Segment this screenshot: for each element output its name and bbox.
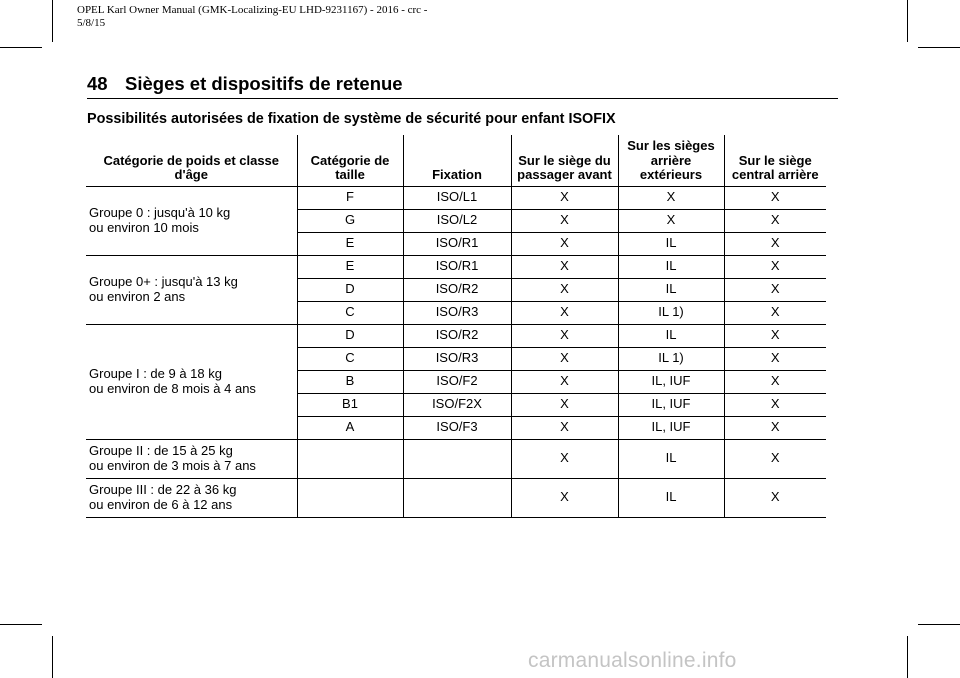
section-title: Sièges et dispositifs de retenue [125,73,403,94]
rear-outboard-cell: IL [618,324,724,347]
fixture-cell [403,478,511,517]
rear-outboard-cell: IL, IUF [618,393,724,416]
front-passenger-cell: X [511,393,618,416]
rear-outboard-cell: IL [618,278,724,301]
crop-mark-bottom-left [52,636,53,678]
watermark: carmanualsonline.info [528,649,737,672]
table-row [86,439,826,478]
front-passenger-cell: X [511,324,618,347]
fixture-cell: ISO/F2X [403,393,511,416]
fixture-cell: ISO/L1 [403,186,511,209]
rear-outboard-cell: IL [618,232,724,255]
size-category-cell: D [297,278,403,301]
size-category-cell: E [297,232,403,255]
front-passenger-cell: X [511,301,618,324]
size-category-cell: G [297,209,403,232]
weight-group-cell [86,324,297,439]
weight-group-line2: ou environ de 8 mois à 4 ans [89,380,256,396]
rear-center-cell: X [724,301,826,324]
heading-rule [87,98,838,99]
crop-mark-top-left-h [0,47,42,48]
table-body [86,186,826,517]
table-row [86,478,826,517]
front-passenger-cell: X [511,347,618,370]
header-rear-center: Sur le siège central arrière [724,135,826,186]
rear-center-cell: X [724,324,826,347]
front-passenger-cell: X [511,209,618,232]
crop-mark-bottom-left-h [0,624,42,625]
front-passenger-cell: X [511,186,618,209]
weight-group-cell [86,478,297,517]
fixture-cell: ISO/R1 [403,232,511,255]
rear-outboard-cell: IL [618,478,724,517]
rear-outboard-cell: IL [618,255,724,278]
rear-center-cell: X [724,209,826,232]
size-category-cell [297,478,403,517]
page-heading [87,73,837,95]
fixture-cell: ISO/F2 [403,370,511,393]
document-header-line1: OPEL Karl Owner Manual (GMK-Localizing-EU LHD-9231167) - 2016 - crc - [77,4,428,16]
header-fixture: Fixation [403,135,511,186]
header-weight-class: Catégorie de poids et classe d'âge [86,135,297,186]
weight-group-line1: Groupe I : de 9 à 18 kg [89,366,222,381]
weight-group-line2: ou environ de 6 à 12 ans [89,496,233,512]
isofix-table [86,135,826,518]
crop-mark-top-left [52,0,53,42]
table-header-row [86,135,826,186]
crop-mark-bottom-right [907,636,908,678]
rear-center-cell: X [724,278,826,301]
table-row [86,186,826,209]
rear-center-cell: X [724,370,826,393]
rear-center-cell: X [724,255,826,278]
document-header [77,4,557,30]
rear-center-cell: X [724,393,826,416]
size-category-cell: E [297,255,403,278]
rear-outboard-cell: IL [618,439,724,478]
weight-group-cell [86,439,297,478]
rear-center-cell: X [724,186,826,209]
table-row [86,255,826,278]
rear-center-cell: X [724,232,826,255]
rear-outboard-cell: X [618,186,724,209]
front-passenger-cell: X [511,439,618,478]
fixture-cell: ISO/R3 [403,347,511,370]
header-size-category: Catégorie de taille [297,135,403,186]
header-rear-outboard: Sur les sièges arrière extérieurs [618,135,724,186]
weight-group-line1: Groupe II : de 15 à 25 kg [89,443,233,458]
header-front-passenger: Sur le siège du passager avant [511,135,618,186]
document-header-line2: 5/8/15 [77,17,106,29]
weight-group-cell [86,255,297,324]
size-category-cell: A [297,416,403,439]
front-passenger-cell: X [511,370,618,393]
size-category-cell: D [297,324,403,347]
fixture-cell: ISO/R2 [403,278,511,301]
rear-center-cell: X [724,416,826,439]
rear-outboard-cell: IL, IUF [618,416,724,439]
rear-center-cell: X [724,478,826,517]
rear-center-cell: X [724,347,826,370]
front-passenger-cell: X [511,232,618,255]
weight-group-line2: ou environ 10 mois [89,219,199,235]
weight-group-line1: Groupe III : de 22 à 36 kg [89,482,237,497]
size-category-cell: F [297,186,403,209]
rear-outboard-cell: X [618,209,724,232]
weight-group-line2: ou environ de 3 mois à 7 ans [89,457,256,473]
weight-group-line1: Groupe 0+ : jusqu'à 13 kg [89,274,238,289]
front-passenger-cell: X [511,478,618,517]
weight-group-line1: Groupe 0 : jusqu'à 10 kg [89,205,231,220]
size-category-cell: B [297,370,403,393]
size-category-cell: B1 [297,393,403,416]
crop-mark-bottom-right-h [918,624,960,625]
rear-outboard-cell: IL 1) [618,301,724,324]
crop-mark-top-right [907,0,908,42]
table-title: Possibilités autorisées de fixation de système de sécurité pour enfant ISOFIX [87,111,616,127]
fixture-cell: ISO/L2 [403,209,511,232]
weight-group-line2: ou environ 2 ans [89,288,186,304]
size-category-cell: C [297,347,403,370]
fixture-cell: ISO/R1 [403,255,511,278]
fixture-cell: ISO/R3 [403,301,511,324]
table-row [86,324,826,347]
fixture-cell [403,439,511,478]
front-passenger-cell: X [511,416,618,439]
page-number: 48 [87,73,108,94]
rear-outboard-cell: IL 1) [618,347,724,370]
rear-center-cell: X [724,439,826,478]
rear-outboard-cell: IL, IUF [618,370,724,393]
size-category-cell: C [297,301,403,324]
crop-mark-top-right-h [918,47,960,48]
size-category-cell [297,439,403,478]
fixture-cell: ISO/R2 [403,324,511,347]
front-passenger-cell: X [511,255,618,278]
weight-group-cell [86,186,297,255]
fixture-cell: ISO/F3 [403,416,511,439]
front-passenger-cell: X [511,278,618,301]
